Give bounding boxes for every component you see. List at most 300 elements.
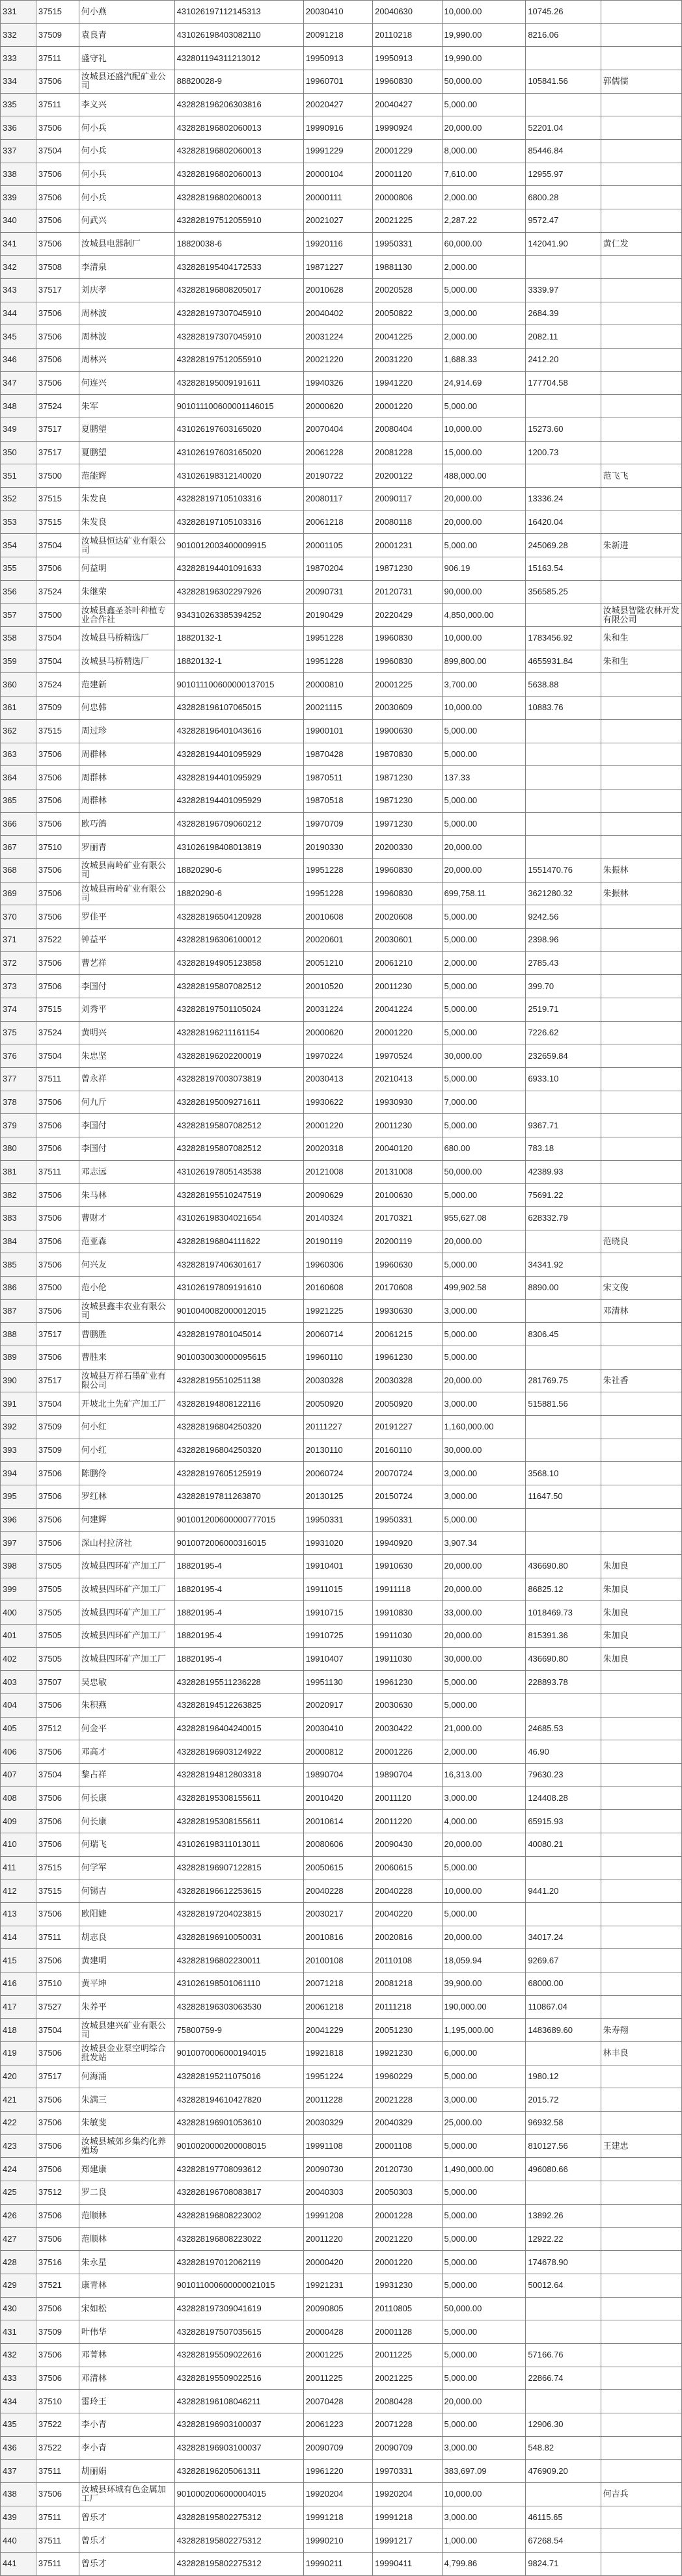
table-row xyxy=(1,1206,682,1230)
table-cell: 20011225 xyxy=(373,2343,442,2367)
table-cell: 37506 xyxy=(36,975,79,998)
table-cell: 李清泉 xyxy=(79,256,174,279)
table-cell: 9367.71 xyxy=(526,1114,601,1137)
table-cell: 20081228 xyxy=(373,441,442,464)
table-cell xyxy=(601,1323,681,1346)
table-cell xyxy=(601,1532,681,1555)
table-cell: 37506 xyxy=(36,1230,79,1253)
table-cell xyxy=(526,1415,601,1439)
table-cell xyxy=(601,1671,681,1694)
table-cell xyxy=(526,1299,601,1323)
table-cell: 20090629 xyxy=(303,1184,372,1207)
table-row xyxy=(1,905,682,929)
table-cell: 朱振林 xyxy=(601,882,681,905)
table-cell: 20111218 xyxy=(373,1995,442,2019)
table-cell: 432828195807082512 xyxy=(174,1114,303,1137)
table-cell: 440 xyxy=(1,2529,36,2553)
table-cell: 19951228 xyxy=(303,627,372,650)
table-cell: 8216.06 xyxy=(526,23,601,47)
table-cell: 19910401 xyxy=(303,1555,372,1578)
table-cell xyxy=(526,812,601,836)
table-cell: 20,000.00 xyxy=(442,2390,526,2413)
table-cell xyxy=(601,371,681,395)
table-cell: 20010816 xyxy=(303,1926,372,1949)
table-cell: 432828197105103316 xyxy=(174,511,303,534)
table-cell: 37506 xyxy=(36,2343,79,2367)
table-cell: 2785.43 xyxy=(526,951,601,975)
table-cell: 20020917 xyxy=(303,1694,372,1718)
table-cell: 25,000.00 xyxy=(442,2112,526,2135)
table-cell: 405 xyxy=(1,1717,36,1740)
table-cell: 19911030 xyxy=(373,1625,442,1648)
table-cell: 20080118 xyxy=(373,511,442,534)
table-cell: 46.90 xyxy=(526,1740,601,1764)
table-cell: 20030413 xyxy=(303,1067,372,1091)
table-cell: 437 xyxy=(1,2460,36,2483)
table-cell: 20020601 xyxy=(303,928,372,951)
table-cell: 19960630 xyxy=(373,1253,442,1277)
table-cell: 范顺林 xyxy=(79,2204,174,2227)
table-cell: 37515 xyxy=(36,511,79,534)
table-cell: 414 xyxy=(1,1926,36,1949)
table-cell: 20061228 xyxy=(303,441,372,464)
table-cell: 20071228 xyxy=(373,2413,442,2436)
table-row xyxy=(1,882,682,905)
table-row xyxy=(1,789,682,812)
table-cell: 20021220 xyxy=(373,2227,442,2251)
table-cell xyxy=(601,47,681,70)
table-cell xyxy=(601,975,681,998)
table-row xyxy=(1,1903,682,1926)
table-cell: 37508 xyxy=(36,256,79,279)
table-cell: 37506 xyxy=(36,1137,79,1160)
table-cell: 15163.54 xyxy=(526,557,601,581)
table-cell: 3,000.00 xyxy=(442,1462,526,1485)
table-cell: 432828196504120928 xyxy=(174,905,303,929)
table-cell: 9010072006000316015 xyxy=(174,1532,303,1555)
table-row xyxy=(1,557,682,581)
table-cell: 37506 xyxy=(36,1206,79,1230)
table-cell: 60,000.00 xyxy=(442,232,526,256)
table-cell: 周群林 xyxy=(79,789,174,812)
table-cell: 20200122 xyxy=(373,464,442,488)
table-cell xyxy=(601,279,681,302)
table-row xyxy=(1,2181,682,2205)
table-cell: 416 xyxy=(1,1972,36,1996)
table-row xyxy=(1,858,682,882)
table-cell: 37511 xyxy=(36,1160,79,1184)
table-cell: 37509 xyxy=(36,1439,79,1462)
table-row xyxy=(1,1879,682,1903)
table-row xyxy=(1,719,682,743)
table-cell: 432828196903100037 xyxy=(174,2413,303,2436)
table-cell: 20220429 xyxy=(373,604,442,627)
table-cell: 422 xyxy=(1,2112,36,2135)
table-cell: 曹胜来 xyxy=(79,1346,174,1369)
table-cell: 19950913 xyxy=(303,47,372,70)
table-cell: 436690.80 xyxy=(526,1647,601,1671)
table-cell xyxy=(601,951,681,975)
table-cell: 20120731 xyxy=(373,580,442,604)
table-cell: 朱养平 xyxy=(79,1995,174,2019)
table-cell: 383 xyxy=(1,1206,36,1230)
table-cell: 20131008 xyxy=(373,1160,442,1184)
table-cell: 朱加良 xyxy=(601,1578,681,1601)
table-cell: 朱和生 xyxy=(601,627,681,650)
table-cell xyxy=(526,2320,601,2344)
table-cell: 盛守礼 xyxy=(79,47,174,70)
table-row xyxy=(1,650,682,673)
table-row xyxy=(1,2112,682,2135)
table-cell xyxy=(601,2413,681,2436)
table-cell: 432828195510247519 xyxy=(174,1184,303,1207)
table-cell xyxy=(601,557,681,581)
table-cell: 2,000.00 xyxy=(442,951,526,975)
table-row xyxy=(1,1833,682,1857)
table-cell: 432828195009271611 xyxy=(174,1091,303,1114)
table-cell: 86825.12 xyxy=(526,1578,601,1601)
table-cell xyxy=(526,1508,601,1532)
table-cell: 18820038-6 xyxy=(174,232,303,256)
table-cell: 341 xyxy=(1,232,36,256)
table-cell: 232659.84 xyxy=(526,1044,601,1068)
table-row xyxy=(1,1392,682,1416)
table-row xyxy=(1,1021,682,1044)
table-cell: 432828196802060013 xyxy=(174,116,303,140)
table-cell: 335 xyxy=(1,93,36,116)
table-cell: 9242.56 xyxy=(526,905,601,929)
table-cell: 2519.71 xyxy=(526,998,601,1021)
table-cell: 16,313.00 xyxy=(442,1764,526,1787)
table-cell xyxy=(601,2251,681,2274)
table-cell: 18,059.94 xyxy=(442,1949,526,1972)
table-row xyxy=(1,2065,682,2088)
table-cell: 20110108 xyxy=(373,1949,442,1972)
table-cell xyxy=(601,2367,681,2390)
table-cell: 37507 xyxy=(36,1671,79,1694)
table-cell: 20030630 xyxy=(373,1694,442,1718)
table-cell: 5,000.00 xyxy=(442,2134,526,2158)
table-cell xyxy=(601,1091,681,1114)
table-cell: 何锡吉 xyxy=(79,1879,174,1903)
table-cell xyxy=(526,2390,601,2413)
table-cell xyxy=(601,766,681,790)
table-cell: 381 xyxy=(1,1160,36,1184)
table-cell: 19960830 xyxy=(373,650,442,673)
table-cell: 19890704 xyxy=(303,1764,372,1787)
table-cell: 20060724 xyxy=(303,1462,372,1485)
table-cell xyxy=(526,1694,601,1718)
table-cell: 汝城县马桥精选厂 xyxy=(79,627,174,650)
table-cell: 5,000.00 xyxy=(442,1903,526,1926)
table-row xyxy=(1,1415,682,1439)
table-cell: 罗二良 xyxy=(79,2181,174,2205)
table-cell: 5,000.00 xyxy=(442,1021,526,1044)
table-cell: 20040427 xyxy=(373,93,442,116)
table-cell: 5,000.00 xyxy=(442,975,526,998)
table-cell: 421 xyxy=(1,2088,36,2112)
table-cell xyxy=(601,1786,681,1810)
table-cell: 9269.67 xyxy=(526,1949,601,1972)
table-cell xyxy=(526,47,601,70)
table-cell: 朱继荣 xyxy=(79,580,174,604)
table-cell: 783.18 xyxy=(526,1137,601,1160)
table-cell: 朱加良 xyxy=(601,1601,681,1625)
table-row xyxy=(1,1694,682,1718)
table-row xyxy=(1,349,682,372)
table-cell: 20030609 xyxy=(373,697,442,720)
table-cell: 20031224 xyxy=(303,325,372,349)
table-row xyxy=(1,186,682,209)
table-cell: 19960229 xyxy=(373,2065,442,2088)
table-cell xyxy=(601,418,681,442)
table-cell: 19920204 xyxy=(303,2482,372,2506)
table-row xyxy=(1,1578,682,1601)
table-cell: 37512 xyxy=(36,1717,79,1740)
table-cell: 20001225 xyxy=(373,673,442,697)
table-cell: 423 xyxy=(1,2134,36,2158)
table-cell: 何小兵 xyxy=(79,163,174,186)
table-cell: 20,000.00 xyxy=(442,511,526,534)
table-cell xyxy=(601,1206,681,1230)
table-cell: 432828196107065015 xyxy=(174,697,303,720)
table-cell: 朱永星 xyxy=(79,2251,174,2274)
table-cell: 496080.66 xyxy=(526,2158,601,2181)
table-cell: 20030328 xyxy=(303,1369,372,1392)
table-cell: 20190722 xyxy=(303,464,372,488)
table-cell: 37511 xyxy=(36,2506,79,2529)
table-cell: 90,000.00 xyxy=(442,580,526,604)
table-cell: 19931230 xyxy=(373,2274,442,2297)
table-row xyxy=(1,2460,682,2483)
table-cell: 郭儒儒 xyxy=(601,70,681,94)
table-cell: 37517 xyxy=(36,441,79,464)
table-cell: 5,000.00 xyxy=(442,2227,526,2251)
table-cell xyxy=(526,743,601,766)
table-cell: 3,000.00 xyxy=(442,1299,526,1323)
table-cell: 19991218 xyxy=(373,2506,442,2529)
table-cell: 19930630 xyxy=(373,1299,442,1323)
table-cell: 5,000.00 xyxy=(442,743,526,766)
table-cell xyxy=(601,349,681,372)
table-cell: 范亚森 xyxy=(79,1230,174,1253)
table-cell: 40080.21 xyxy=(526,1833,601,1857)
table-cell xyxy=(526,1091,601,1114)
table-cell: 419 xyxy=(1,2042,36,2065)
table-cell: 5,000.00 xyxy=(442,1067,526,1091)
table-row xyxy=(1,232,682,256)
table-cell: 19950331 xyxy=(303,1508,372,1532)
table-cell: 432828196903124922 xyxy=(174,1740,303,1764)
table-cell: 37517 xyxy=(36,279,79,302)
table-cell: 11647.50 xyxy=(526,1485,601,1509)
table-cell: 5,000.00 xyxy=(442,1323,526,1346)
table-cell: 432828194812803318 xyxy=(174,1764,303,1787)
table-cell: 699,758.11 xyxy=(442,882,526,905)
table-cell: 汝城县金业泵空明综合批发站 xyxy=(79,2042,174,2065)
table-cell: 20091218 xyxy=(303,23,372,47)
table-cell: 10745.26 xyxy=(526,1,601,24)
table-cell: 5,000.00 xyxy=(442,719,526,743)
table-cell: 432828196903100037 xyxy=(174,2436,303,2460)
table-cell: 3568.10 xyxy=(526,1462,601,1485)
table-cell: 432828196206303816 xyxy=(174,93,303,116)
table-cell: 20000620 xyxy=(303,395,372,418)
table-cell: 20090709 xyxy=(373,2436,442,2460)
table-cell: 368 xyxy=(1,858,36,882)
table-cell: 37504 xyxy=(36,1044,79,1068)
table-cell: 20000111 xyxy=(303,186,372,209)
table-cell: 20000806 xyxy=(373,186,442,209)
table-cell: 37506 xyxy=(36,1694,79,1718)
table-cell: 379 xyxy=(1,1114,36,1137)
table-cell: 366 xyxy=(1,812,36,836)
table-cell xyxy=(526,1532,601,1555)
table-cell: 20041225 xyxy=(373,325,442,349)
table-cell: 37504 xyxy=(36,2019,79,2042)
table-cell: 407 xyxy=(1,1764,36,1787)
table-row xyxy=(1,1462,682,1485)
table-cell: 6933.10 xyxy=(526,1067,601,1091)
table-row xyxy=(1,93,682,116)
table-cell: 20001228 xyxy=(373,2204,442,2227)
table-cell xyxy=(601,1694,681,1718)
table-cell: 432828196804250320 xyxy=(174,1439,303,1462)
table-cell: 37506 xyxy=(36,70,79,94)
table-cell: 332 xyxy=(1,23,36,47)
table-cell: 1980.12 xyxy=(526,2065,601,2088)
table-cell: 朱社香 xyxy=(601,1369,681,1392)
table-cell: 431026197809191610 xyxy=(174,1276,303,1299)
table-cell: 37504 xyxy=(36,1392,79,1416)
table-cell: 19921225 xyxy=(303,1299,372,1323)
table-cell: 2,000.00 xyxy=(442,186,526,209)
table-cell: 汝城县还盛汽配矿业公司 xyxy=(79,70,174,94)
table-cell: 3,000.00 xyxy=(442,2506,526,2529)
table-row xyxy=(1,580,682,604)
table-cell: 3,700.00 xyxy=(442,673,526,697)
table-cell: 20,000.00 xyxy=(442,116,526,140)
table-cell: 曾乐才 xyxy=(79,2529,174,2553)
table-cell: 18820132-1 xyxy=(174,627,303,650)
table-cell: 441 xyxy=(1,2552,36,2575)
table-cell xyxy=(601,1856,681,1879)
table-cell: 罗佳平 xyxy=(79,905,174,929)
table-cell: 何兴友 xyxy=(79,1253,174,1277)
table-cell: 13336.24 xyxy=(526,488,601,511)
table-cell: 9010020000200008015 xyxy=(174,2134,303,2158)
table-cell: 401 xyxy=(1,1625,36,1648)
table-cell: 431 xyxy=(1,2320,36,2344)
table-cell: 432828196901053610 xyxy=(174,2112,303,2135)
table-cell: 20040402 xyxy=(303,302,372,325)
table-cell: 何九斤 xyxy=(79,1091,174,1114)
table-cell: 383,697.09 xyxy=(442,2460,526,2483)
table-cell: 19910407 xyxy=(303,1647,372,1671)
table-row xyxy=(1,1764,682,1787)
table-cell: 398 xyxy=(1,1555,36,1578)
table-cell: 20031220 xyxy=(373,349,442,372)
table-cell: 37506 xyxy=(36,302,79,325)
table-cell: 7,000.00 xyxy=(442,1091,526,1114)
table-cell: 413 xyxy=(1,1903,36,1926)
table-cell: 432828194401095929 xyxy=(174,743,303,766)
table-cell: 37506 xyxy=(36,2227,79,2251)
table-cell: 37511 xyxy=(36,2460,79,2483)
table-cell xyxy=(526,604,601,627)
table-cell: 周群林 xyxy=(79,743,174,766)
table-cell: 20061218 xyxy=(303,1995,372,2019)
table-cell: 3621280.32 xyxy=(526,882,601,905)
table-cell: 20080428 xyxy=(373,2390,442,2413)
table-cell: 何武兴 xyxy=(79,209,174,233)
table-cell: 7226.62 xyxy=(526,1021,601,1044)
table-cell: 2,000.00 xyxy=(442,256,526,279)
table-cell: 20021228 xyxy=(373,2088,442,2112)
table-cell xyxy=(601,2112,681,2135)
table-cell: 6800.28 xyxy=(526,186,601,209)
table-cell: 9010002006000004015 xyxy=(174,2482,303,2506)
table-cell: 37510 xyxy=(36,1972,79,1996)
table-row xyxy=(1,1786,682,1810)
table-cell xyxy=(526,766,601,790)
table-cell xyxy=(601,441,681,464)
table-cell: 20061218 xyxy=(303,511,372,534)
table-cell: 20021225 xyxy=(373,209,442,233)
table-cell: 432828196709060212 xyxy=(174,812,303,836)
table-cell: 20,000.00 xyxy=(442,1625,526,1648)
table-cell: 37515 xyxy=(36,719,79,743)
table-cell: 18820132-1 xyxy=(174,650,303,673)
table-cell: 20061223 xyxy=(303,2413,372,2436)
table-cell: 曹艺祥 xyxy=(79,951,174,975)
table-cell: 19900101 xyxy=(303,719,372,743)
table-cell: 396 xyxy=(1,1508,36,1532)
table-cell: 王建忠 xyxy=(601,2134,681,2158)
table-cell: 37511 xyxy=(36,93,79,116)
table-cell: 37506 xyxy=(36,209,79,233)
table-cell: 20170321 xyxy=(373,1206,442,1230)
table-cell: 420 xyxy=(1,2065,36,2088)
table-row xyxy=(1,1647,682,1671)
table-cell: 343 xyxy=(1,279,36,302)
table-cell: 20090805 xyxy=(303,2297,372,2320)
table-cell: 20041224 xyxy=(373,998,442,1021)
table-cell: 19920116 xyxy=(303,232,372,256)
table-cell: 5,000.00 xyxy=(442,2274,526,2297)
table-cell: 50,000.00 xyxy=(442,2297,526,2320)
table-cell xyxy=(601,905,681,929)
table-cell: 142041.90 xyxy=(526,232,601,256)
table-cell: 21,000.00 xyxy=(442,1717,526,1740)
table-cell: 432828195807082512 xyxy=(174,975,303,998)
table-cell xyxy=(601,1439,681,1462)
table-cell: 425 xyxy=(1,2181,36,2205)
table-cell: 79630.23 xyxy=(526,1764,601,1787)
table-cell: 朱发良 xyxy=(79,488,174,511)
table-cell xyxy=(601,256,681,279)
table-cell: 3,000.00 xyxy=(442,2088,526,2112)
table-row xyxy=(1,395,682,418)
table-cell: 404 xyxy=(1,1694,36,1718)
table-row xyxy=(1,928,682,951)
table-cell: 432828194512263825 xyxy=(174,1694,303,1718)
table-cell: 2398.96 xyxy=(526,928,601,951)
table-cell: 林丰良 xyxy=(601,2042,681,2065)
table-cell: 337 xyxy=(1,140,36,163)
table-cell: 174678.90 xyxy=(526,2251,601,2274)
table-row xyxy=(1,1926,682,1949)
